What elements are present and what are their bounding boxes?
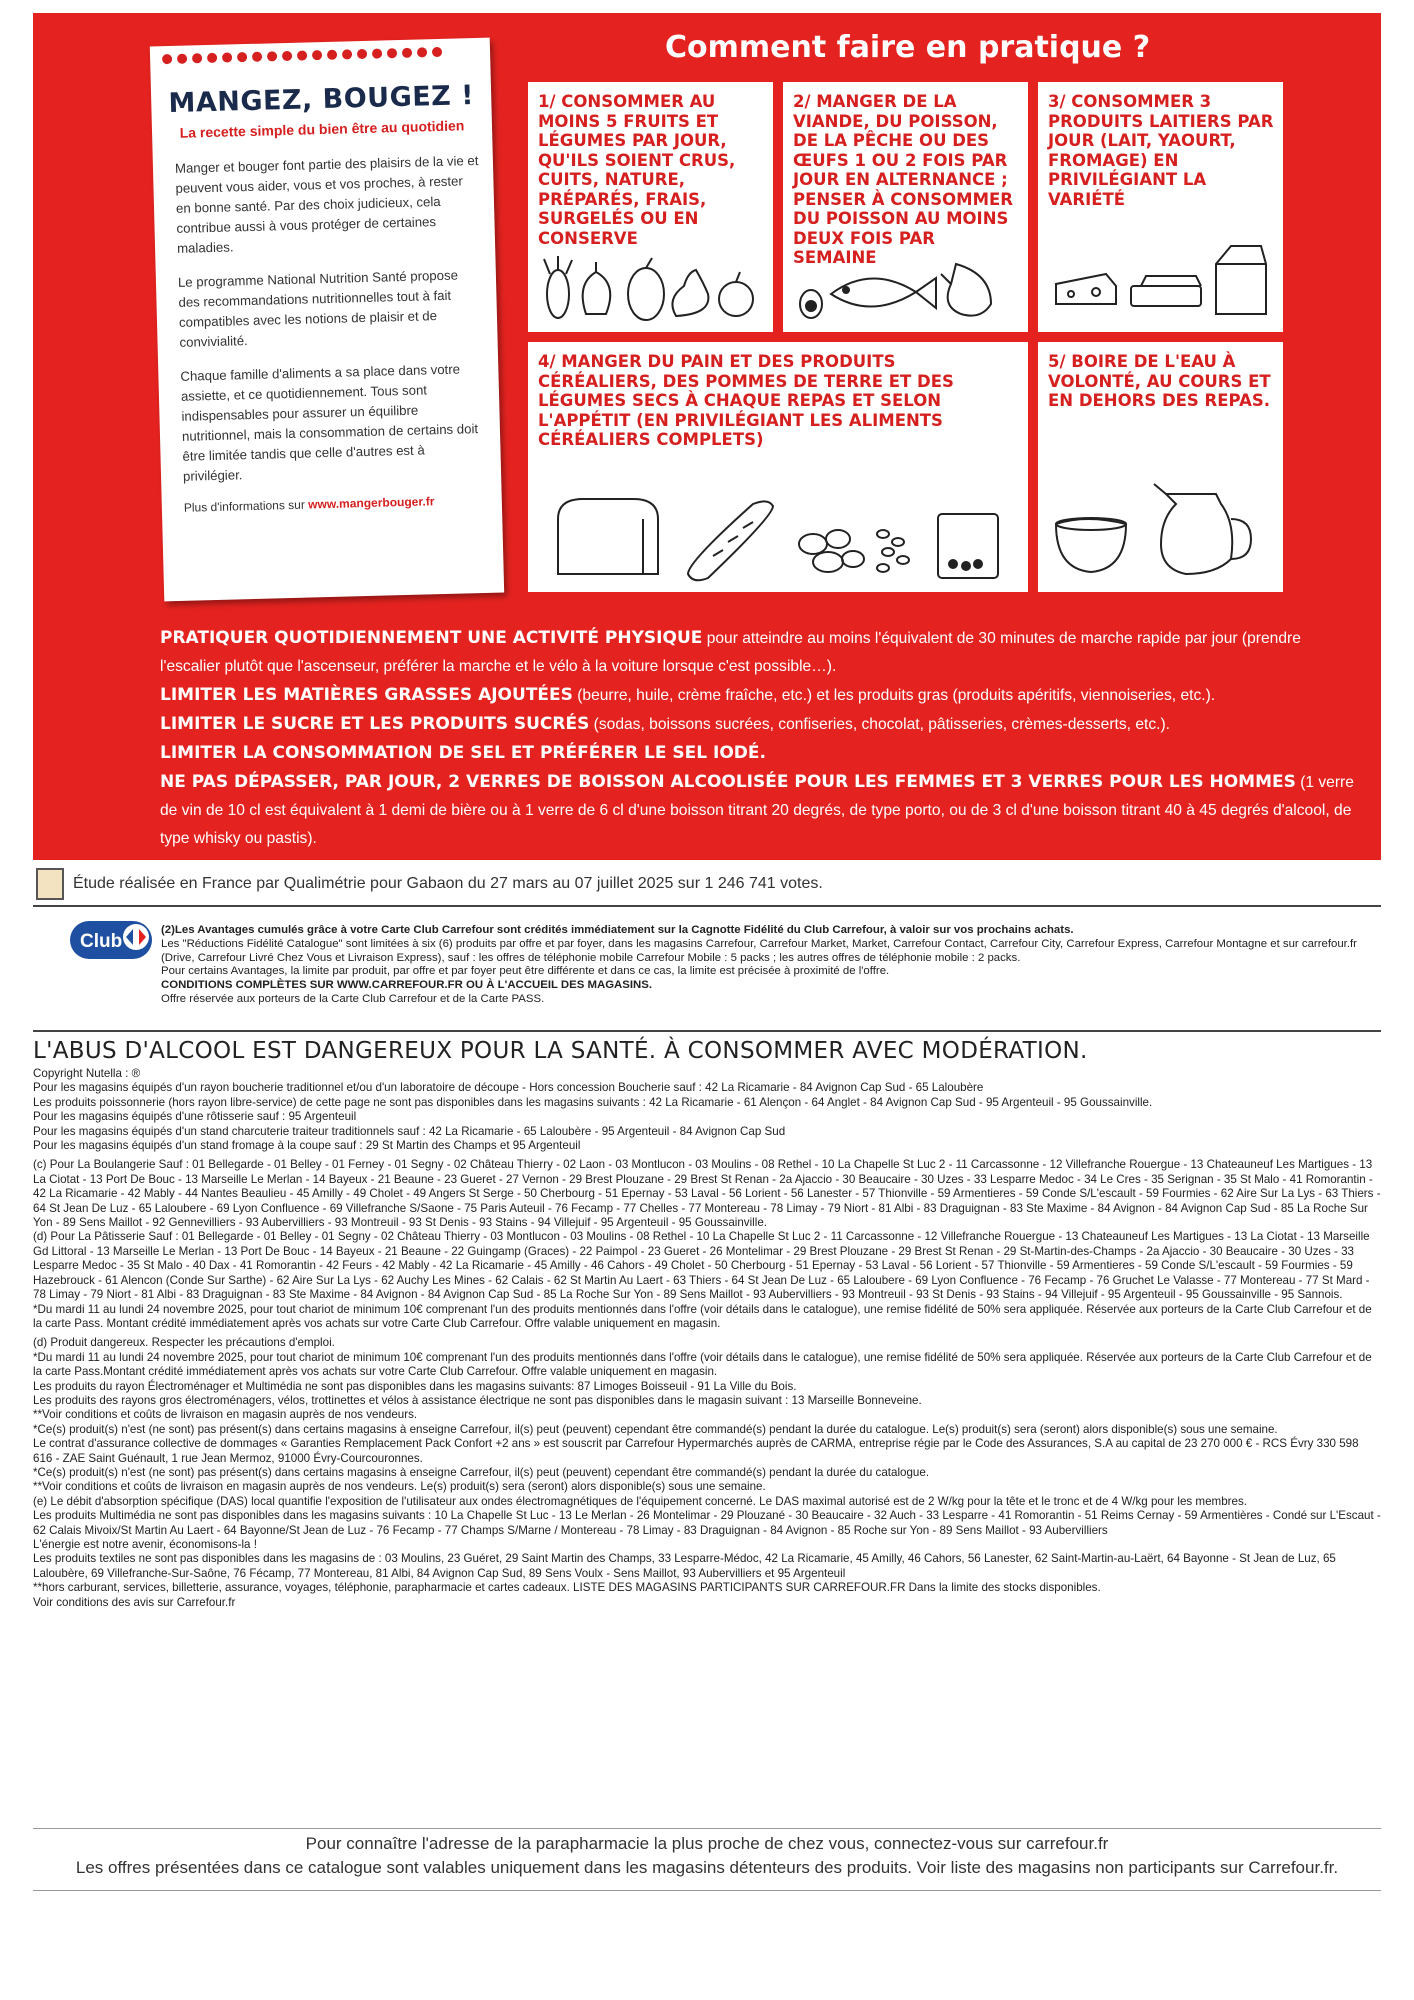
more-info-label: Plus d'informations sur (183, 497, 309, 515)
advice-box-text: 3/ CONSOMMER 3 PRODUITS LAITIERS PAR JOUR (LAIT, YAOURT, FROMAGE) EN PRIVILÉGIANT LA VARIÉTÉ (1048, 92, 1274, 209)
advice-box-fruits (528, 82, 773, 332)
legal-line: Copyright Nutella : ® (33, 1067, 141, 1080)
notepad-paragraph: Chaque famille d'aliments a sa place dans votre assiette, et ce quotidiennement. Tous sont indispensables pour assurer un équilibre nutritionnel, mais la consommation de certains doit être limitée tandis que celle d'autres est à privilégier. (180, 361, 479, 484)
legal-line: (e) Le débit d'absorption spécifique (DAS) local quantifie l'exposition de l'utilisateur aux ondes électromagnétiques de l'équipement concerné. Le DAS maximal autorisé est de 2 W/kg pour la tête et le tronc et de 4 W/kg pour les membres. (33, 1494, 1247, 1508)
dairy-icon (1038, 234, 1283, 324)
advice-box-text: 2/ MANGER DE LA VIANDE, DU POISSON, DE LA PÊCHE OU DES ŒUFS 1 OU 2 FOIS PAR JOUR EN ALTERNANCE ; PENSER À CONSOMMER DU POISSON AU MOINS DEUX FOIS PAR SEMAINE (793, 92, 1013, 267)
advice-box-water (1038, 342, 1283, 592)
legal-line: Pour les magasins équipés d'un stand fromage à la coupe sauf : 29 St Martin des Champs et 95 Argenteuil (33, 1139, 581, 1153)
advice-line (160, 624, 1360, 681)
advice-box-text: 5/ BOIRE DE L'EAU À VOLONTÉ, AU COURS ET EN DEHORS DES REPAS. (1048, 352, 1271, 410)
notepad-paragraph: Manger et bouger font partie des plaisirs de la vie et peuvent vous aider, vous et vos proches, à rester en bonne santé. Par des choix judicieux, cela contribue aussi à vous protéger de certaines maladies. (174, 152, 479, 256)
health-advice-list (160, 624, 1360, 853)
legal-line: *Du mardi 11 au lundi 24 novembre 2025, pour tout chariot de minimum 10€ comprenant l'un des produits mentionnés dans l'offre (voir détails dans le catalogue), une remise fidélité de 50% sera appliquée. Réservée aux porteurs de la Carte Club Carrefour et de la carte Pass. Montant crédité immédiatement après vos achats sur votre Carte Club Carrefour. Offre valable uniquement en magasin. (33, 1302, 1372, 1330)
club-carrefour-logo (70, 917, 152, 963)
advice-box-cereals (528, 342, 1028, 592)
legal-line: **Voir conditions et coûts de livraison en magasin auprès de nos vendeurs. (33, 1408, 418, 1422)
advice-line (160, 739, 1360, 768)
fish-meat-egg-icon (783, 254, 1028, 324)
advice-detail: pour atteindre au moins l'équivalent de 30 minutes de marche rapide par jour (prendre l'escalier plutôt que l'ascenseur, préférer la marche et le vélo à la voiture lorsque c'est possible…). (160, 630, 1301, 675)
club-line: (2)Les Avantages cumulés grâce à votre Carte Club Carrefour sont crédités immédiatement sur la Cagnotte Fidélité du Club Carrefour, à valoir sur vos prochains achats. (161, 924, 1074, 936)
legal-line: L'énergie est notre avenir, économisons-la ! (33, 1538, 257, 1551)
advice-heading: PRATIQUER QUOTIDIENNEMENT UNE ACTIVITÉ PHYSIQUE (160, 628, 703, 648)
advice-box-text: 4/ MANGER DU PAIN ET DES PRODUITS CÉRÉALIERS, DES POMMES DE TERRE ET DES LÉGUMES SECS À CHAQUE REPAS ET SELON L'APPÉTIT (EN PRIVILÉGIANT LES ALIMENTS CÉRÉALIERS COMPLETS) (538, 352, 954, 449)
advice-detail: (1 verre de vin de 10 cl est équivalent à 1 demi de bière ou à 1 verre de 6 cl d'une boisson titrant 20 degrés, de type porto, ou de 3 cl d'une boisson titrant 40 à 45 degrés d'alcool, de type whisky ou pastis). (160, 774, 1354, 847)
legal-line: Voir conditions des avis sur Carrefour.fr (33, 1595, 236, 1609)
legal-line: Les produits Multimédia ne sont pas disponibles dans les magasins suivants : 10 La Chapelle St Luc - 13 Le Merlan - 26 Montelimar - 29 Plouzané - 30 Beaucaire - 32 Auch - 33 Lesparre - 41 Romorantin - 51 Reims Cernay - 59 Armentières - Condé sur L'Escaut - 62 Calais Mivoix/St Martin Au Laert - 64 Bayonne/St Jean de Luz - 76 Fecamp - 77 Champs S/Marne / Montereau - 78 Limay - 83 Draguignan - 84 Avignon - 85 Roche sur Yon - 89 Sens Maillot - 93 Aubervilliers (33, 1509, 1381, 1537)
divider (33, 1030, 1381, 1032)
howto-title: Comment faire en pratique ? (665, 30, 1151, 65)
divider (33, 1828, 1381, 1829)
legal-line: *Du mardi 11 au lundi 24 novembre 2025, pour tout chariot de minimum 10€ comprenant l'un des produits mentionnés dans l'offre (voir détails dans le catalogue), une remise fidélité de 50% sera appliquée. Réservée aux porteurs de la Carte Club Carrefour et de la carte Pass.Montant crédité immédiatement après vos achats sur votre Carte Club Carrefour. Offre valable uniquement en magasin. (33, 1350, 1372, 1379)
legal-line: Pour les magasins équipés d'une rôtisserie sauf : 95 Argenteuil (33, 1110, 357, 1124)
advice-detail: (beurre, huile, crème fraîche, etc.) et les produits gras (produits apéritifs, viennoiseries, etc.). (572, 687, 1216, 704)
advice-line (160, 768, 1360, 853)
advice-line (160, 710, 1360, 739)
club-conditions (161, 924, 1381, 1007)
mangerbouger-link[interactable]: www.mangerbouger.fr (307, 494, 435, 512)
advice-heading: LIMITER LES MATIÈRES GRASSES AJOUTÉES (160, 685, 573, 705)
legal-line: *Ce(s) produit(s) n'est (ne sont) pas présent(s) dans certains magasins à enseigne Carrefour, il(s) peut (peuvent) cependant être commandé(s) pendant la durée du catalogue. (33, 1465, 930, 1479)
legal-line: Pour les magasins équipés d'un rayon boucherie traditionnel et/ou d'un laboratoire de découpe - Hors concession Boucherie sauf : 42 La Ricamarie - 84 Avignon Cap Sud - 65 Laloubère (33, 1081, 984, 1095)
legal-line: Les produits poissonnerie (hors rayon libre-service) de cette page ne sont pas disponibles dans les magasins suivants : 42 La Ricamarie - 61 Alençon - 64 Anglet - 84 Avignon Cap Sud - 95 Argenteuil - 95 Goussainville. (33, 1095, 1153, 1109)
mangez-bougez-note (150, 38, 504, 602)
legal-line: (d) Produit dangereux. Respecter les précautions d'emploi. (33, 1336, 335, 1350)
alcohol-warning: L'ABUS D'ALCOOL EST DANGEREUX POUR LA SANTÉ. À CONSOMMER AVEC MODÉRATION. (33, 1038, 1088, 1064)
club-line: Pour certains Avantages, la limite par produit, par offre et par foyer peut être différente et dans ce cas, la limite est précisée à proximité de l'offre. (161, 965, 890, 978)
offers-validity-note: Les offres présentées dans ce catalogue sont valables uniquement dans les magasins détenteurs des produits. Voir liste des magasins non participants sur Carrefour.fr. (75, 1858, 1339, 1877)
legal-line: (d) Pour La Pâtisserie Sauf : 01 Bellegarde - 01 Belley - 01 Segny - 02 Château Thierry - 03 Montlucon - 03 Moulins - 08 Rethel - 10 La Chapelle St Luc 2 - 11 Carcassonne - 12 Villefranche Rouergue - 13 Chateauneuf Les Martigues - 13 La Ciotat - 13 Marseille Gd Littoral - 13 Marseille Le Merlan - 13 Port De Bouc - 14 Bayeux - 21 Beaune - 22 Guingamp (Graces) - 22 Paimpol - 23 Gueret - 26 Montelimar - 29 Brest Plouzane - 29 Brest St Renan - 29 St-Martin-des-Champs - 2a Ajaccio - 30 Beaucaire - 30 Uzes - 33 Lesparre Medoc - 35 St Malo - 40 Dax - 41 Romorantin - 42 Feurs - 42 Mably - 42 La Ricamarie - 45 Amilly - 46 Cahors - 49 Cholet - 50 Cherbourg - 51 Epernay - 53 Laval - 56 Lorient - 57 Thionville - 59 Armentieres - 59 Conde S/L'escault - 59 Fourmies - 59 Hazebrouck - 61 Alencon (Conde Sur Sarthe) - 62 Aire Sur La Lys - 62 Auchy Les Mines - 62 Calais - 62 St Martin Au Laert - 63 Thiers - 64 St Jean De Luz - 65 Laloubere - 69 Lyon Confluence - 76 Fecamp - 76 Gruchet Le Valasse - 77 Montereau - 77 St Mard - 78 Limay - 79 Niort - 81 Albi - 83 Draguignan - 83 Ste Maxime - 84 Avignon - 84 Avignon Cap Sud - 85 La Roche Sur Yon - 89 Sens Maillot - 93 Aubervilliers - 93 Montreuil - 93 St Denis - 93 Stains - 94 Villejuif - 95 Argenteuil - 95 Goussainville - 95 Sannois. (33, 1230, 1370, 1302)
advice-heading: LIMITER LA CONSOMMATION DE SEL ET PRÉFÉRER LE SEL IODÉ. (160, 743, 766, 763)
divider (33, 1890, 1381, 1891)
advice-heading: NE PAS DÉPASSER, PAR JOUR, 2 VERRES DE BOISSON ALCOOLISÉE POUR LES FEMMES ET 3 VERRES POUR LES HOMMES (160, 772, 1296, 792)
fruits-vegetables-icon (528, 254, 773, 324)
notepad-subtitle: La recette simple du bien être au quotidien (179, 117, 465, 141)
study-note: Étude réalisée en France par Qualimétrie pour Gabaon du 27 mars au 07 juillet 2025 sur 1 246 741 votes. (73, 875, 823, 892)
advice-box-proteins (783, 82, 1028, 332)
legal-line: Les produits textiles ne sont pas disponibles dans les magasins de : 03 Moulins, 23 Guéret, 29 Saint Martin des Champs, 33 Lesparre-Médoc, 42 La Ricamarie, 45 Amilly, 46 Cahors, 56 Lanester, 62 Saint-Martin-au-Laërt, 64 Bayonne - St Jean de Luz, 65 Laloubère, 69 Villefranche-Sur-Saône, 76 Fécamp, 77 Montereau, 81 Albi, 84 Avignon Cap Sud, 89 Sens Voulx - Sens Maillot, 93 Aubervilliers et 95 Argenteuil (33, 1552, 1336, 1580)
legal-line: *Ce(s) produit(s) n'est (ne sont) pas présent(s) dans certains magasins à enseigne Carrefour, il(s) peut (peuvent) cependant être commandé(s) pendant la durée du catalogue. Le(s) produit(s) sera (seront) alors disponible(s) sous une semaine. (33, 1422, 1278, 1436)
advice-detail: (sodas, boissons sucrées, confiseries, chocolat, pâtisseries, crèmes-desserts, etc.). (589, 716, 1171, 733)
club-logo-text: Club (80, 931, 123, 952)
legal-line: Le contrat d'assurance collective de dommages « Garanties Remplacement Pack Confort +2 ans » est souscrit par Carrefour Hypermarchés auprès de CARMA, entreprise régie par le Code des Assurances, S.A au capital de 23 270 000 € - RCS Évry 330 598 616 - ZAE Saint Guénault, 1 rue Jean Mermoz, 91000 Évry-Courcouronnes. (33, 1437, 1359, 1465)
legal-line: Pour les magasins équipés d'un stand charcuterie traiteur traditionnels sauf : 42 La Ricamarie - 65 Laloubère - 95 Argenteuil - 84 Avignon Cap Sud (33, 1124, 786, 1138)
legal-line: Les produits des rayons gros électroménagers, vélos, trottinettes et vélos à assistance électrique ne sont pas disponibles dans le magasin suivant : 13 Marseille Bonneveine. (33, 1393, 922, 1407)
legal-line: **hors carburant, services, billetterie, assurance, voyages, téléphonie, parapharmacie et cartes cadeaux. LISTE DES MAGASINS PARTICIPANTS SUR CARREFOUR.FR Dans la limite des stocks disponibles. (33, 1581, 1101, 1595)
legal-notes (33, 1067, 1381, 1610)
legal-line: Les produits du rayon Électroménager et Multimédia ne sont pas disponibles dans les magasins suivants: 87 Limoges Boisseuil - 91 La Ville du Bois. (33, 1379, 797, 1393)
water-pitcher-icon (1038, 474, 1283, 584)
advice-heading: LIMITER LE SUCRE ET LES PRODUITS SUCRÉS (160, 714, 590, 734)
advice-box-dairy (1038, 82, 1283, 332)
advice-line (160, 681, 1360, 710)
notepad-title: MANGEZ, BOUGEZ ! (168, 80, 475, 120)
notepad-body (153, 151, 501, 488)
notepad-more-info (162, 492, 502, 515)
advice-box-text: 1/ CONSOMMER AU MOINS 5 FRUITS ET LÉGUMES PAR JOUR, QU'ILS SOIENT CRUS, CUITS, NATURE, PRÉPARÉS, FRAIS, SURGELÉS OU EN CONSERVE (538, 92, 736, 248)
legal-line: **Voir conditions et coûts de livraison en magasin auprès de nos vendeurs. Le(s) produit(s) sera (seront) alors disponible(s) sous une semaine. (33, 1480, 766, 1494)
legal-line: (c) Pour La Boulangerie Sauf : 01 Bellegarde - 01 Belley - 01 Ferney - 01 Segny - 02 Château Thierry - 02 Laon - 03 Montlucon - 03 Moulins - 08 Rethel - 10 La Chapelle St Luc 2 - 11 Carcassonne - 12 Villefranche Rouergue - 13 Chateauneuf Les Martigues - 13 La Ciotat - 13 Port De Bouc - 13 Marseille Le Merlan - 14 Bayeux - 21 Beaune - 23 Gueret - 27 Vernon - 29 Brest Plouzane - 29 Brest St Renan - 2a Ajaccio - 30 Beaucaire - 30 Uzes - 33 Lesparre Medoc - 34 Le Cres - 35 Serignan - 35 St Malo - 41 Romorantin - 42 La Ricamarie - 42 Mably - 44 Nantes Beaulieu - 45 Amilly - 49 Cholet - 49 Angers St Serge - 50 Cherbourg - 51 Epernay - 53 Laval - 56 Lorient - 56 Lanester - 57 Thionville - 59 Armentieres - 59 Conde S/L'escault - 59 Fourmies - 62 Aire Sur La Lys - 63 Thiers - 64 St Jean De Luz - 65 Laloubere - 69 Lyon Confluence - 69 Villefranche S/Saone - 75 Paris Auteuil - 76 Fecamp - 77 Chelles - 77 Montereau - 78 Limay - 79 Niort - 81 Albi - 83 Draguignan - 83 Ste Maxime - 84 Avignon - 84 Avignon Cap Sud - 85 La Roche Sur Yon - 89 Sens Maillot - 92 Gennevilliers - 93 Aubervilliers - 93 Montreuil - 93 St Denis - 93 Stains - 94 Villejuif - 95 Argenteuil - 95 Goussainville. (33, 1158, 1381, 1230)
survey-note-icon (36, 868, 64, 900)
notepad-paragraph: Le programme National Nutrition Santé propose des recommandations nutritionnelles tout à fait compatibles avec les notions de plaisir et de convivialité. (177, 267, 459, 350)
club-line: CONDITIONS COMPLÈTES SUR WWW.CARREFOUR.FR OU À L'ACCUEIL DES MAGASINS. (161, 979, 653, 992)
bread-cereals-icon (528, 484, 1028, 584)
divider (33, 905, 1381, 907)
club-line: Les "Réductions Fidélité Catalogue" sont limitées à six (6) produits par offre et par foyer, dans les magasins Carrefour, Carrefour Market, Market, Carrefour Contact, Carrefour City, Carrefour Express, Carrefour Montagne et sur carrefour.fr (Drive, Carrefour Livré Chez Vous et Livraison Express), sauf : les offres de téléphonie mobile Carrefour Mobile : 5 packs ; les autres offres de téléphonie mobile : 2 packs. (161, 937, 1357, 964)
club-line: Offre réservée aux porteurs de la Carte Club Carrefour et de la Carte PASS. (161, 992, 545, 1005)
parapharmacie-note: Pour connaître l'adresse de la parapharmacie la plus proche de chez vous, connectez-vous sur carrefour.fr (305, 1834, 1109, 1853)
